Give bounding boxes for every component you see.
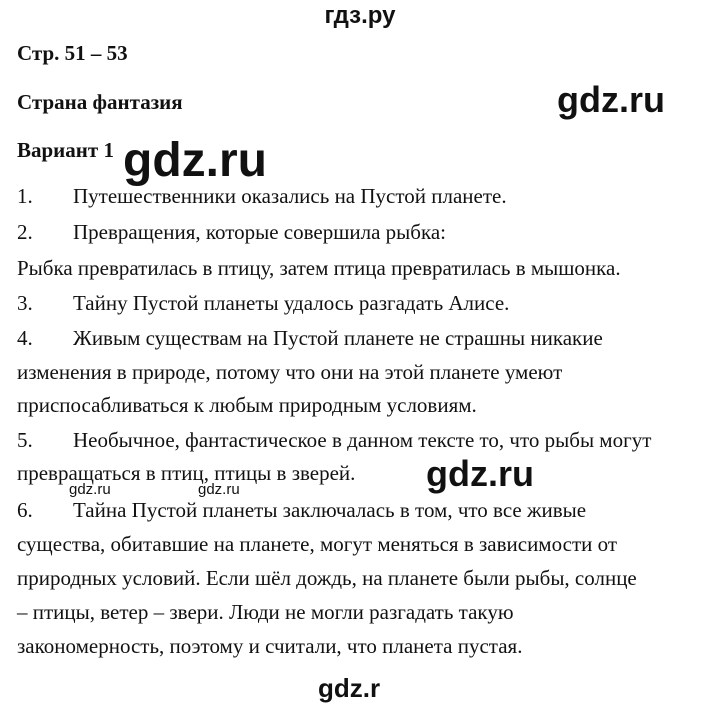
item-text: Необычное, фантастическое в данном тексте то, что рыбы могут [73, 428, 652, 452]
list-item [0, 219, 720, 245]
item-number: 2. [17, 220, 33, 244]
item-text-continuation: превращаться в птиц, птицы в зверей. [17, 461, 356, 485]
page-reference: Стр. 51 – 53 [17, 41, 128, 65]
item-number: 5. [17, 428, 33, 452]
watermark-small-mid: gdz.ru [198, 481, 240, 498]
item-number: 4. [17, 326, 33, 350]
item-text-continuation: природных условий. Если шёл дождь, на планете были рыбы, солнце [17, 566, 637, 590]
item-text: Путешественники оказались на Пустой планете. [73, 184, 507, 208]
item-text-continuation: закономерность, поэтому и считали, что планета пустая. [17, 634, 523, 658]
item-number: 6. [17, 498, 33, 522]
item-number: 3. [17, 291, 33, 315]
variant-heading: Вариант 1 [17, 138, 114, 162]
item-text-continuation: Рыбка превратилась в птицу, затем птица превратилась в мышонка. [17, 256, 621, 280]
list-item [0, 290, 720, 316]
item-text-continuation: существа, обитавшие на планете, могут меняться в зависимости от [17, 532, 618, 556]
list-item [0, 497, 720, 523]
watermark-bottom: gdz.r [318, 673, 381, 703]
list-item [0, 325, 720, 351]
list-item [0, 427, 720, 453]
item-text: Тайну Пустой планеты удалось разгадать Алисе. [73, 291, 510, 315]
item-text: Тайна Пустой планеты заключалась в том, что все живые [73, 498, 587, 522]
watermark-top-right: gdz.ru [557, 79, 665, 120]
item-text-continuation: изменения в природе, потому что они на этой планете умеют [17, 360, 563, 384]
watermark-middle: gdz.ru [426, 453, 534, 494]
page-title: Страна фантазия [17, 90, 183, 114]
watermark-small-left: gdz.ru [69, 481, 111, 498]
watermark-large: gdz.ru [123, 134, 267, 187]
site-header: гдз.ру [324, 2, 396, 29]
item-text: Превращения, которые совершила рыбка: [73, 220, 447, 244]
item-number: 1. [17, 184, 33, 208]
item-text-continuation: – птицы, ветер – звери. Люди не могли разгадать такую [17, 600, 514, 624]
item-text: Живым существам на Пустой планете не страшны никакие [73, 326, 603, 350]
list-item [0, 183, 720, 209]
item-text-continuation: приспосабливаться к любым природным условиям. [17, 393, 477, 417]
